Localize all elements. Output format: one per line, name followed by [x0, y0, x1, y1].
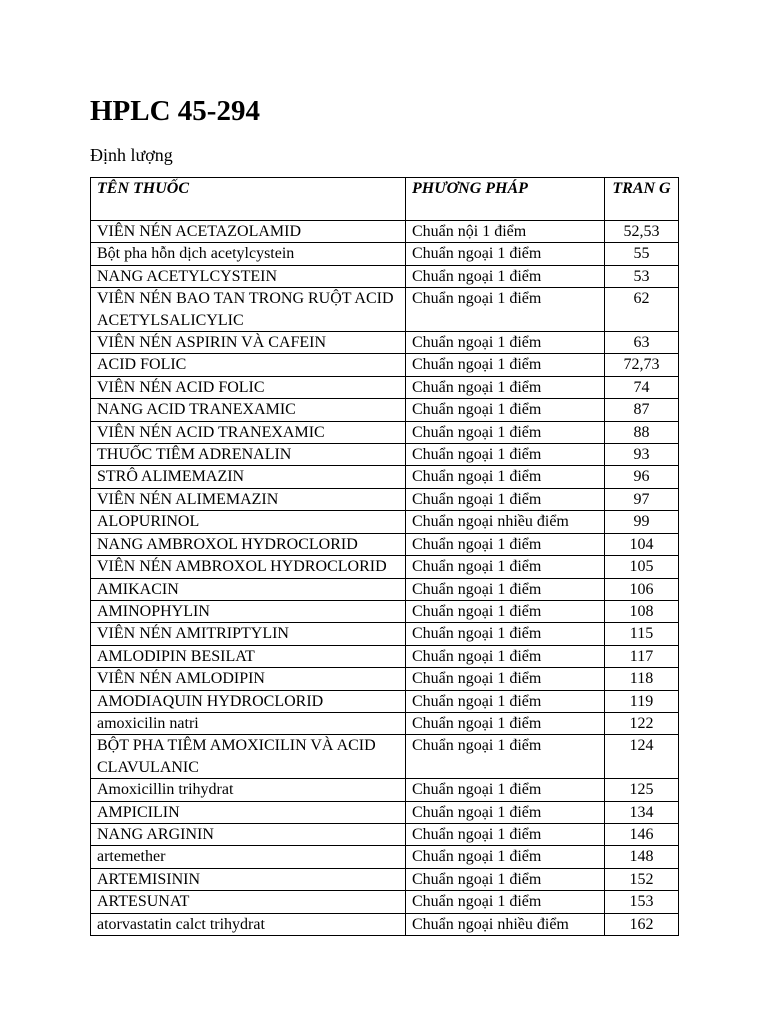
page-cell: 122 [605, 712, 679, 734]
method-cell: Chuẩn ngoại nhiều điểm [406, 913, 605, 935]
method-cell: Chuẩn ngoại 1 điểm [406, 466, 605, 488]
table-row [91, 668, 679, 690]
page-cell: 105 [605, 556, 679, 578]
table-row [91, 243, 679, 265]
drug-name-cell: AMPICILIN [91, 801, 406, 823]
method-cell: Chuẩn ngoại 1 điểm [406, 444, 605, 466]
method-cell: Chuẩn ngoại 1 điểm [406, 801, 605, 823]
page-cell: 72,73 [605, 354, 679, 376]
table-row [91, 913, 679, 935]
page-cell: 153 [605, 891, 679, 913]
drug-name-cell: VIÊN NÉN BAO TAN TRONG RUỘT ACID ACETYLSALICYLIC [91, 288, 406, 332]
drug-name-cell: AMINOPHYLIN [91, 600, 406, 622]
drug-name-cell: VIÊN NÉN ALIMEMAZIN [91, 488, 406, 510]
page-cell: 104 [605, 533, 679, 555]
method-cell: Chuẩn ngoại 1 điểm [406, 399, 605, 421]
page-cell: 63 [605, 332, 679, 354]
page-cell: 99 [605, 511, 679, 533]
method-cell: Chuẩn ngoại nhiều điểm [406, 511, 605, 533]
table-row [91, 868, 679, 890]
drug-name-cell: NANG AMBROXOL HYDROCLORID [91, 533, 406, 555]
table-row [91, 578, 679, 600]
drug-name-cell: VIÊN NÉN ACID FOLIC [91, 376, 406, 398]
drug-name-cell: amoxicilin natri [91, 712, 406, 734]
table-row [91, 801, 679, 823]
table-row [91, 645, 679, 667]
method-cell: Chuẩn ngoại 1 điểm [406, 376, 605, 398]
page-cell: 117 [605, 645, 679, 667]
table-row [91, 690, 679, 712]
drug-name-cell: VIÊN NÉN AMLODIPIN [91, 668, 406, 690]
table-row [91, 466, 679, 488]
drug-method-table [90, 177, 679, 936]
table-row [91, 376, 679, 398]
method-cell: Chuẩn ngoại 1 điểm [406, 332, 605, 354]
table-header-row [91, 178, 679, 221]
method-cell: Chuẩn ngoại 1 điểm [406, 690, 605, 712]
method-cell: Chuẩn ngoại 1 điểm [406, 823, 605, 845]
header-page: TRAN G [605, 178, 679, 221]
page-cell: 96 [605, 466, 679, 488]
method-cell: Chuẩn ngoại 1 điểm [406, 421, 605, 443]
method-cell: Chuẩn ngoại 1 điểm [406, 578, 605, 600]
page-cell: 55 [605, 243, 679, 265]
drug-name-cell: AMODIAQUIN HYDROCLORID [91, 690, 406, 712]
table-row [91, 846, 679, 868]
drug-name-cell: THUỐC TIÊM ADRENALIN [91, 444, 406, 466]
method-cell: Chuẩn nội 1 điểm [406, 221, 605, 243]
method-cell: Chuẩn ngoại 1 điểm [406, 243, 605, 265]
table-row [91, 533, 679, 555]
drug-name-cell: VIÊN NÉN AMITRIPTYLIN [91, 623, 406, 645]
method-cell: Chuẩn ngoại 1 điểm [406, 735, 605, 779]
page-cell: 134 [605, 801, 679, 823]
drug-name-cell: atorvastatin calct trihydrat [91, 913, 406, 935]
drug-name-cell: NANG ACETYLCYSTEIN [91, 265, 406, 287]
drug-name-cell: STRÔ ALIMEMAZIN [91, 466, 406, 488]
method-cell: Chuẩn ngoại 1 điểm [406, 712, 605, 734]
table-row [91, 511, 679, 533]
drug-name-cell: Bột pha hỗn dịch acetylcystein [91, 243, 406, 265]
drug-name-cell: NANG ARGININ [91, 823, 406, 845]
table-row [91, 421, 679, 443]
table-row [91, 488, 679, 510]
method-cell: Chuẩn ngoại 1 điểm [406, 354, 605, 376]
method-cell: Chuẩn ngoại 1 điểm [406, 846, 605, 868]
page-cell: 53 [605, 265, 679, 287]
page-cell: 88 [605, 421, 679, 443]
method-cell: Chuẩn ngoại 1 điểm [406, 556, 605, 578]
page-cell: 108 [605, 600, 679, 622]
drug-name-cell: VIÊN NÉN ASPIRIN VÀ CAFEIN [91, 332, 406, 354]
table-row [91, 823, 679, 845]
drug-name-cell: AMLODIPIN BESILAT [91, 645, 406, 667]
table-row [91, 735, 679, 779]
page-cell: 115 [605, 623, 679, 645]
table-row [91, 556, 679, 578]
page-cell: 125 [605, 779, 679, 801]
table-row [91, 221, 679, 243]
table-row [91, 265, 679, 287]
drug-name-cell: ARTESUNAT [91, 891, 406, 913]
table-body [91, 221, 679, 936]
page-cell: 162 [605, 913, 679, 935]
drug-name-cell: BỘT PHA TIÊM AMOXICILIN VÀ ACID CLAVULANIC [91, 735, 406, 779]
drug-name-cell: ACID FOLIC [91, 354, 406, 376]
drug-name-cell: VIÊN NÉN AMBROXOL HYDROCLORID [91, 556, 406, 578]
page-cell: 119 [605, 690, 679, 712]
table-row [91, 623, 679, 645]
method-cell: Chuẩn ngoại 1 điểm [406, 265, 605, 287]
page-cell: 52,53 [605, 221, 679, 243]
method-cell: Chuẩn ngoại 1 điểm [406, 600, 605, 622]
page-cell: 74 [605, 376, 679, 398]
drug-name-cell: Amoxicillin trihydrat [91, 779, 406, 801]
table-row [91, 332, 679, 354]
table-row [91, 354, 679, 376]
drug-name-cell: NANG ACID TRANEXAMIC [91, 399, 406, 421]
drug-name-cell: ALOPURINOL [91, 511, 406, 533]
table-row [91, 399, 679, 421]
page-cell: 87 [605, 399, 679, 421]
method-cell: Chuẩn ngoại 1 điểm [406, 623, 605, 645]
document-title: HPLC 45-294 [90, 95, 260, 127]
page-cell: 124 [605, 735, 679, 779]
method-cell: Chuẩn ngoại 1 điểm [406, 868, 605, 890]
method-cell: Chuẩn ngoại 1 điểm [406, 668, 605, 690]
method-cell: Chuẩn ngoại 1 điểm [406, 488, 605, 510]
table-row [91, 891, 679, 913]
table-row [91, 779, 679, 801]
drug-name-cell: VIÊN NÉN ACETAZOLAMID [91, 221, 406, 243]
page-cell: 62 [605, 288, 679, 332]
method-cell: Chuẩn ngoại 1 điểm [406, 779, 605, 801]
page-cell: 97 [605, 488, 679, 510]
table-row [91, 600, 679, 622]
page-cell: 118 [605, 668, 679, 690]
table-row [91, 712, 679, 734]
table-row [91, 288, 679, 332]
table-row [91, 444, 679, 466]
page-cell: 93 [605, 444, 679, 466]
method-cell: Chuẩn ngoại 1 điểm [406, 288, 605, 332]
header-drug-name: TÊN THUỐC [91, 178, 406, 221]
page-cell: 146 [605, 823, 679, 845]
drug-name-cell: AMIKACIN [91, 578, 406, 600]
method-cell: Chuẩn ngoại 1 điểm [406, 891, 605, 913]
method-cell: Chuẩn ngoại 1 điểm [406, 645, 605, 667]
header-method: PHƯƠNG PHÁP [406, 178, 605, 221]
drug-name-cell: ARTEMISININ [91, 868, 406, 890]
drug-name-cell: artemether [91, 846, 406, 868]
page-cell: 148 [605, 846, 679, 868]
method-cell: Chuẩn ngoại 1 điểm [406, 533, 605, 555]
drug-name-cell: VIÊN NÉN ACID TRANEXAMIC [91, 421, 406, 443]
page-cell: 152 [605, 868, 679, 890]
document-subtitle: Định lượng [90, 145, 173, 165]
page-cell: 106 [605, 578, 679, 600]
